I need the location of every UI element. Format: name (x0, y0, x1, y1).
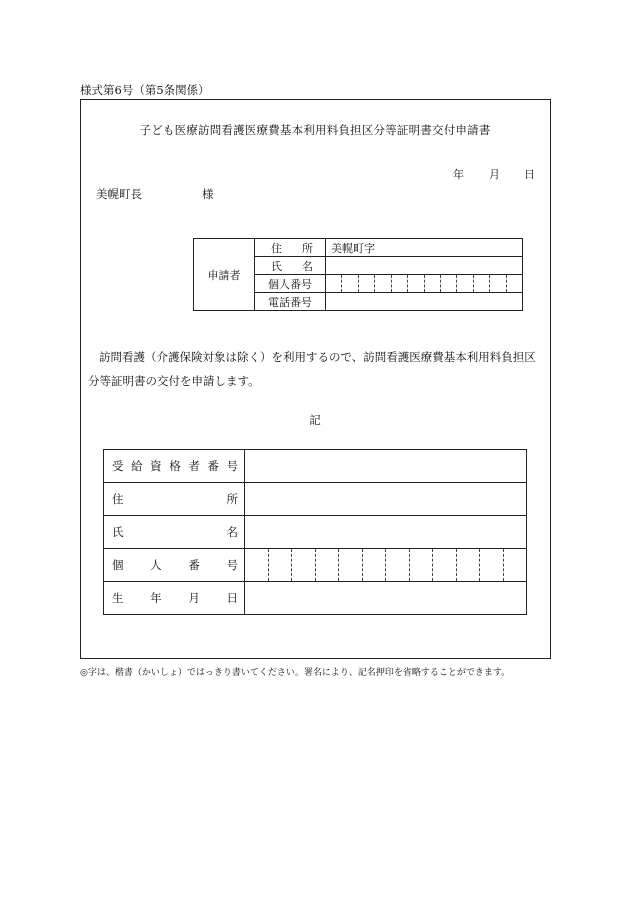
id-digit-box[interactable] (440, 275, 456, 292)
detail-id-digit-box[interactable] (385, 549, 409, 581)
applicant-address-label: 住 所 (255, 239, 326, 257)
date-day: 日 (524, 168, 535, 181)
id-digit-box[interactable] (326, 275, 341, 292)
detail-birthdate-label: 生 年 月 日 (104, 582, 245, 615)
applicant-id-label: 個人番号 (255, 275, 326, 293)
form-title: 子ども医療訪問看護医療費基本利用料負担区分等証明書交付申請書 (139, 123, 491, 137)
id-digit-box[interactable] (506, 275, 522, 292)
id-digit-box[interactable] (424, 275, 440, 292)
detail-id-digit-box[interactable] (503, 549, 527, 581)
details-table (103, 449, 527, 615)
applicant-address-field[interactable]: 美幌町字 (326, 239, 523, 257)
detail-id-digit-box[interactable] (456, 549, 480, 581)
detail-id-label: 個 人 番 号 (104, 549, 245, 582)
applicant-name-field[interactable] (326, 257, 523, 275)
ki-heading: 記 (309, 413, 321, 427)
detail-address-field[interactable] (245, 483, 527, 516)
detail-id-digit-box[interactable] (409, 549, 433, 581)
detail-id-digit-box[interactable] (362, 549, 386, 581)
id-digit-box[interactable] (374, 275, 390, 292)
detail-address-label: 住 所 (104, 483, 245, 516)
applicant-id-field[interactable] (326, 275, 523, 293)
detail-id-digit-box[interactable] (291, 549, 315, 581)
detail-id-digit-box[interactable] (315, 549, 339, 581)
applicant-name-label: 氏 名 (255, 257, 326, 275)
applicant-table (193, 238, 523, 311)
addressee-name: 美幌町長 (96, 187, 142, 201)
applicant-phone-label: 電話番号 (255, 293, 326, 311)
detail-name-label: 氏 名 (104, 516, 245, 549)
detail-birthdate-field[interactable] (245, 582, 527, 615)
id-digit-box[interactable] (358, 275, 374, 292)
id-digit-box[interactable] (407, 275, 423, 292)
applicant-side-label: 申請者 (194, 239, 255, 311)
footnote: ◎字は、楷書（かいしょ）ではっきり書いてください。署名により、記名押印を省略することができます。 (80, 668, 511, 678)
id-digit-box[interactable] (391, 275, 407, 292)
recipient-number-label: 受 給 資 格 者 番 号 (104, 450, 245, 483)
date-year: 年 (453, 168, 464, 181)
id-digit-box[interactable] (456, 275, 472, 292)
detail-id-digit-box[interactable] (432, 549, 456, 581)
detail-id-digit-box[interactable] (245, 549, 268, 581)
detail-id-digit-box[interactable] (479, 549, 503, 581)
addressee-suffix: 様 (202, 187, 214, 201)
id-digit-box[interactable] (341, 275, 357, 292)
id-digit-box[interactable] (489, 275, 505, 292)
date-month: 月 (489, 168, 500, 181)
detail-id-field[interactable] (245, 549, 527, 582)
application-statement: 訪問看護（介護保険対象は除く）を利用するので、訪問看護医療費基本利用料負担区分等証明書の交付を申請します。 (88, 350, 536, 388)
detail-id-digit-box[interactable] (268, 549, 292, 581)
detail-id-digit-box[interactable] (338, 549, 362, 581)
detail-name-field[interactable] (245, 516, 527, 549)
form-number-label: 様式第6号（第5条関係） (80, 83, 210, 97)
id-digit-box[interactable] (473, 275, 489, 292)
recipient-number-field[interactable] (245, 450, 527, 483)
applicant-phone-field[interactable] (326, 293, 523, 311)
